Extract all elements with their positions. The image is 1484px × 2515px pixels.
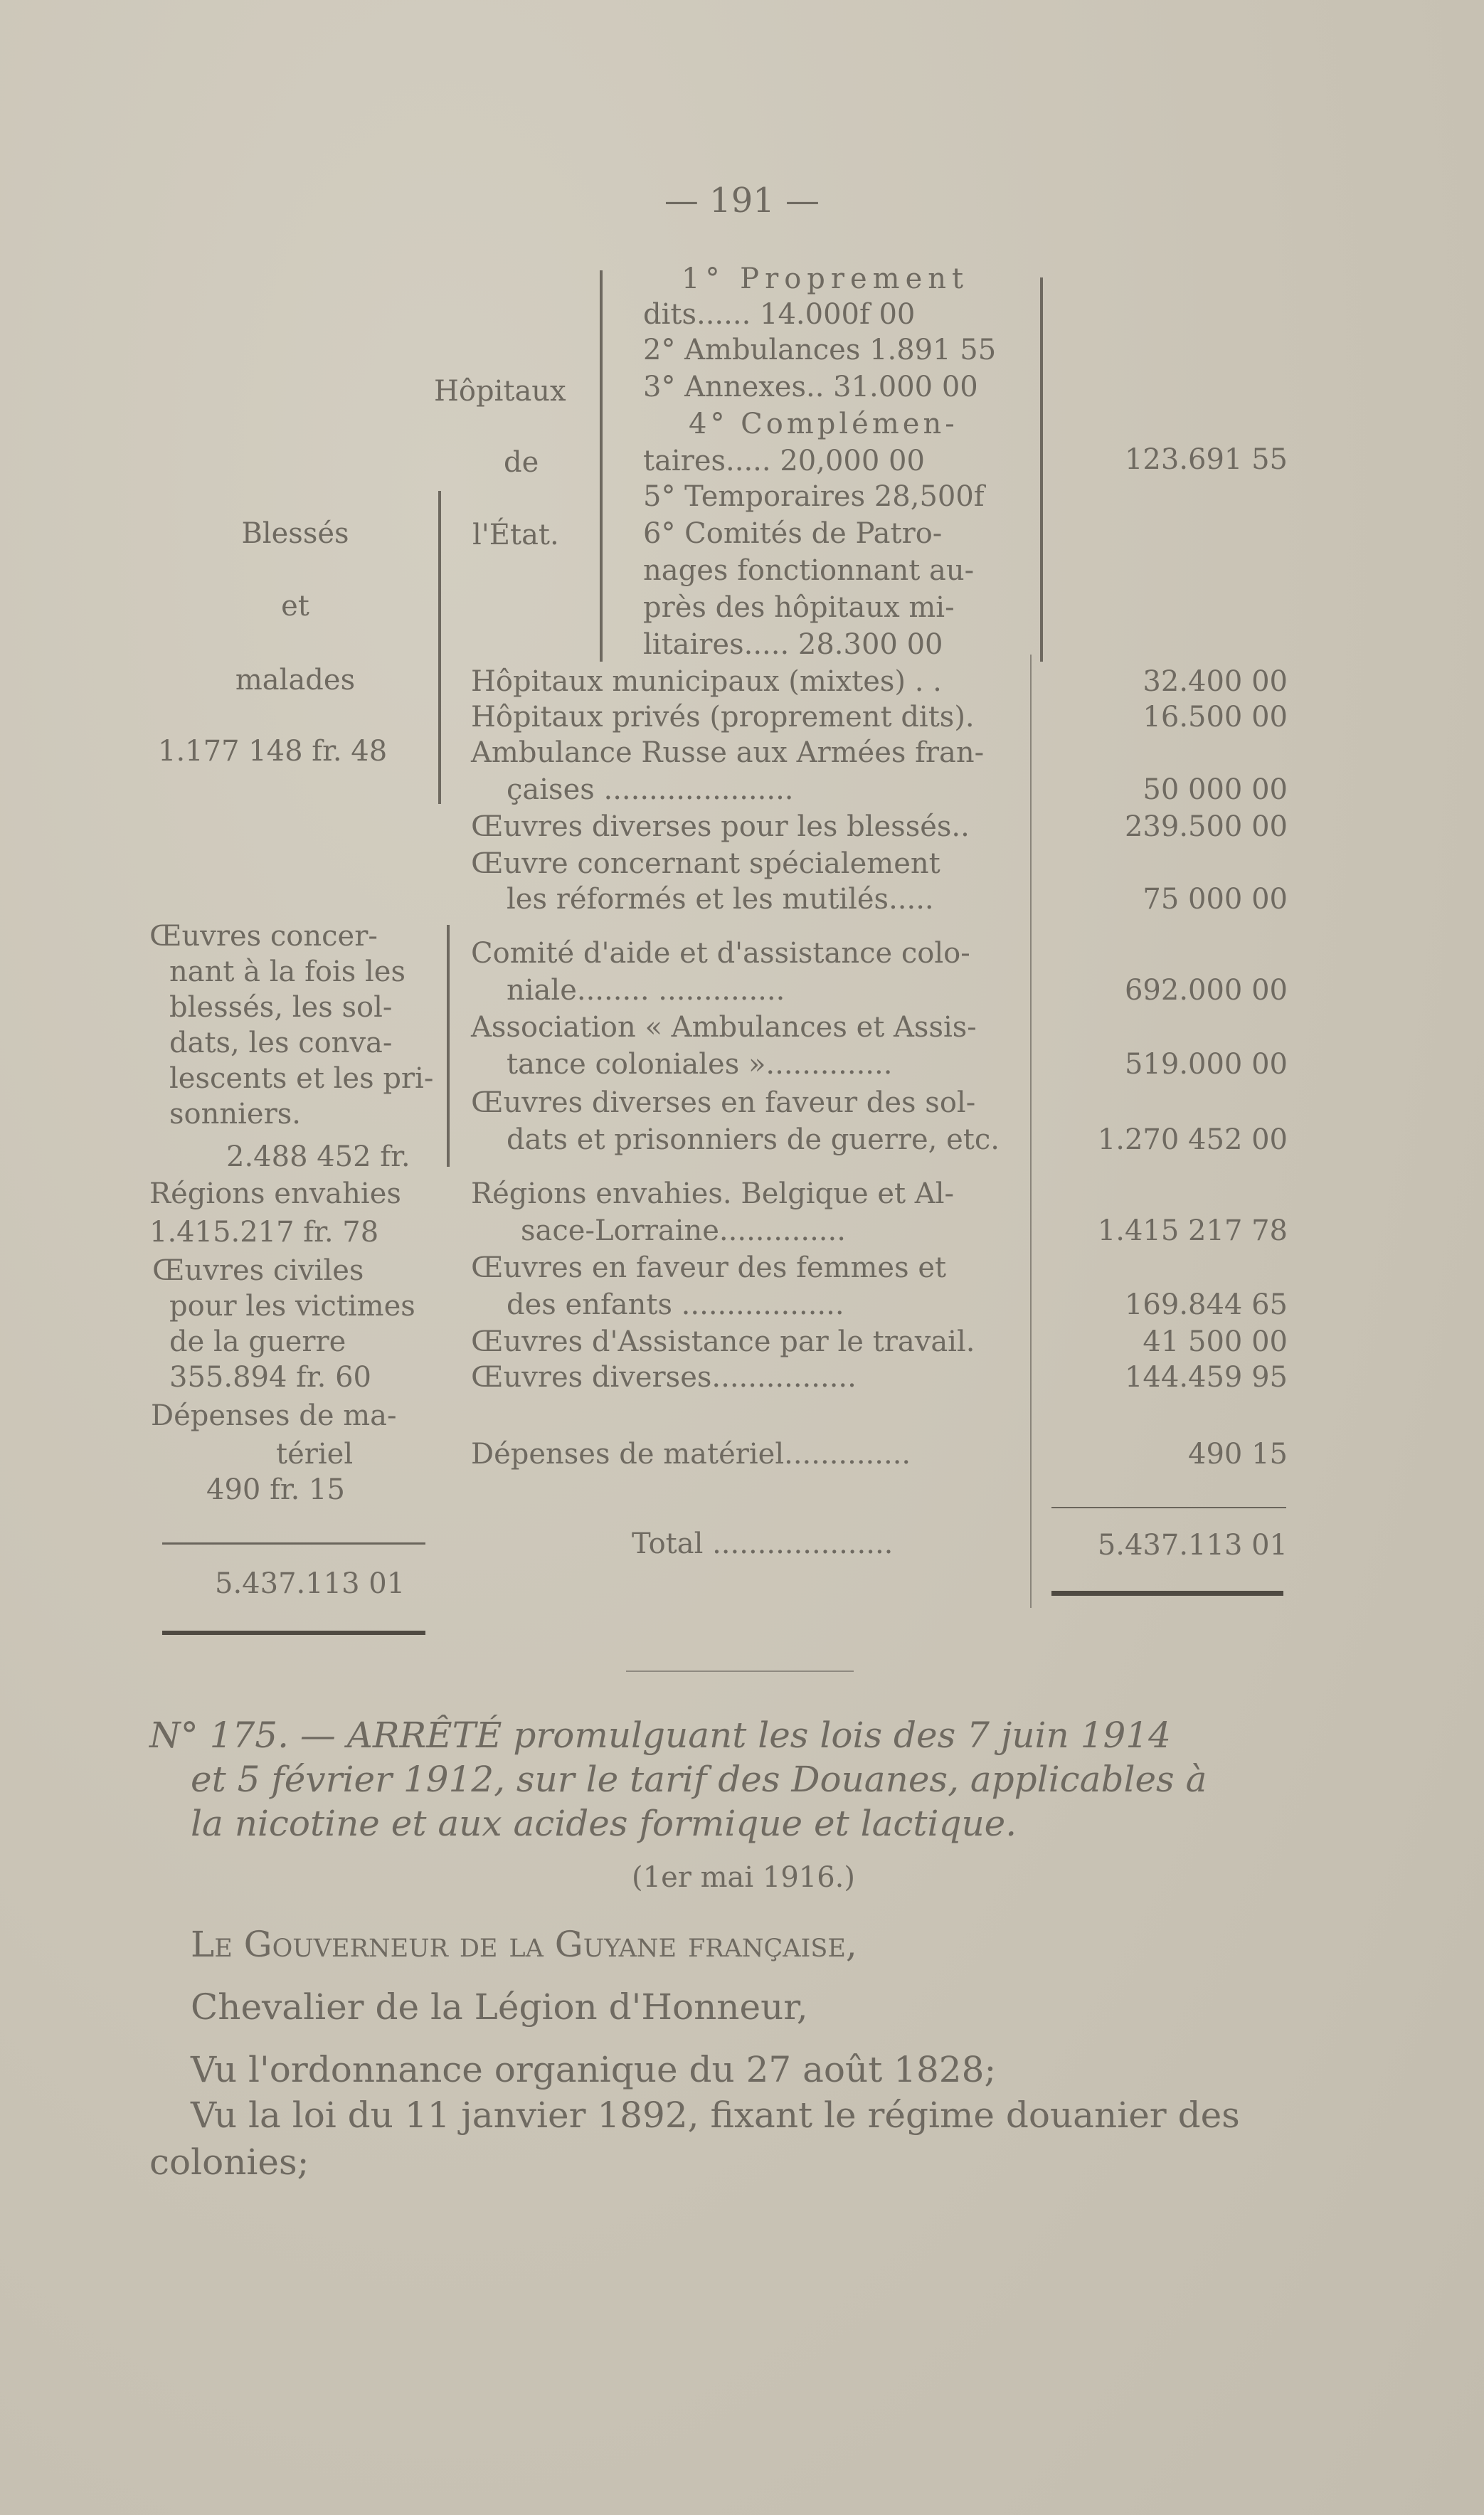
left-civiles-amount: 355.894 fr. 60 (169, 1361, 371, 1394)
left-oeuvres-label: lescents et les pri- (169, 1062, 434, 1095)
hopitaux-sub-line: nages fonctionnant au- (643, 554, 975, 587)
left-oeuvres-label: nant à la fois les (169, 955, 406, 988)
section-separator (626, 1671, 854, 1672)
middle-line: les réformés et les mutilés..... (507, 883, 934, 916)
hopitaux-sub-line: 1° Proprement (682, 263, 970, 295)
left-regions-label: Régions envahies (149, 1177, 401, 1210)
left-materiel-label: tériel (276, 1438, 354, 1471)
brace-oeuvres (447, 925, 450, 1167)
amounts-bottom-rule (1051, 1591, 1283, 1596)
decree-date: (1er mai 1916.) (632, 1861, 855, 1894)
amount: 239.500 00 (1124, 810, 1288, 843)
middle-line: Œuvre concernant spécialement (471, 847, 940, 880)
hopitaux-sub-line: litaires..... 28.300 00 (643, 628, 943, 661)
left-civiles-label: de la guerre (169, 1325, 346, 1358)
middle-line: Dépenses de matériel.............. (471, 1438, 911, 1471)
hopitaux-sub-line: 2° Ambulances 1.891 55 (643, 334, 997, 366)
amount: 1.270 452 00 (1097, 1123, 1288, 1156)
middle-line: Œuvres en faveur des femmes et (471, 1251, 947, 1284)
middle-line: Œuvres diverses................ (471, 1361, 857, 1394)
amount: 144.459 95 (1124, 1361, 1288, 1394)
hopitaux-label-line: de (504, 446, 539, 479)
column-separator (1030, 655, 1032, 1608)
amount: 490 15 (1188, 1438, 1288, 1471)
left-materiel-amount: 490 fr. 15 (206, 1473, 345, 1506)
amount: 16.500 00 (1143, 701, 1288, 734)
left-total: 5.437.113 01 (215, 1567, 406, 1600)
page-number: — 191 — (664, 181, 820, 221)
decree-title-line: la nicotine et aux acides formique et lactique. (191, 1803, 1017, 1844)
left-oeuvres-label: dats, les conva- (169, 1027, 393, 1059)
middle-line: Œuvres diverses pour les blessés.. (471, 810, 970, 843)
decree-body-line: Vu l'ordonnance organique du 27 août 1828; (191, 2049, 997, 2090)
middle-line: Œuvres diverses en faveur des sol- (471, 1086, 976, 1119)
left-civiles-label: pour les victimes (169, 1290, 415, 1323)
middle-line: çaises ..................... (507, 773, 794, 806)
middle-line: des enfants .................. (507, 1288, 844, 1321)
middle-line: Association « Ambulances et Assis- (471, 1011, 977, 1044)
amount: 50 000 00 (1143, 773, 1288, 806)
middle-line: niale........ .............. (507, 974, 785, 1007)
left-oeuvres-amount: 2.488 452 fr. (226, 1140, 410, 1173)
amount-total: 5.437.113 01 (1097, 1529, 1288, 1562)
amount: 169.844 65 (1124, 1288, 1288, 1321)
left-regions-amount: 1.415.217 fr. 78 (149, 1216, 379, 1249)
amount: 41 500 00 (1143, 1325, 1288, 1358)
left-blesses-amount: 1.177 148 fr. 48 (158, 735, 388, 768)
amounts-sum-rule (1051, 1507, 1286, 1508)
hopitaux-sub-line: 6° Comités de Patro- (643, 517, 943, 550)
amount: 692.000 00 (1124, 974, 1288, 1007)
middle-line: Hôpitaux privés (proprement dits). (471, 701, 975, 734)
left-blesses-label: malades (235, 664, 356, 697)
middle-line: sace-Lorraine.............. (521, 1214, 846, 1247)
middle-line: Ambulance Russe aux Armées fran- (471, 736, 985, 769)
hopitaux-sub-line: 3° Annexes.. 31.000 00 (643, 371, 978, 403)
hopitaux-sub-line: près des hôpitaux mi- (643, 591, 955, 624)
middle-line: Comité d'aide et d'assistance colo- (471, 937, 970, 970)
hopitaux-sub-line: dits...... 14.000f 00 (643, 298, 916, 331)
middle-line: Régions envahies. Belgique et Al- (471, 1177, 955, 1210)
decree-body-line: Chevalier de la Légion d'Honneur, (191, 1986, 808, 2028)
amount: 1.415 217 78 (1097, 1214, 1288, 1247)
hopitaux-label-line: Hôpitaux (434, 375, 566, 408)
middle-total-label: Total .................... (632, 1527, 894, 1560)
decree-title-line: N° 175. — ARRÊTÉ promulguant les lois des 7 juin 1914 (149, 1715, 1171, 1756)
hopitaux-label-line: l'État. (472, 519, 559, 551)
hopitaux-sub-line: taires..... 20,000 00 (643, 445, 925, 477)
brace-blesses (438, 491, 441, 804)
left-oeuvres-label: Œuvres concer- (149, 920, 378, 953)
middle-line: tance coloniales ».............. (507, 1048, 893, 1081)
decree-body-line: colonies; (149, 2141, 309, 2183)
left-civiles-label: Œuvres civiles (152, 1254, 364, 1287)
left-total-rule (162, 1542, 425, 1545)
decree-body-line: Le Gouverneur de la Guyane française, (191, 1924, 857, 1965)
left-bottom-rule (162, 1631, 425, 1635)
left-oeuvres-label: blessés, les sol- (169, 991, 393, 1024)
left-oeuvres-label: sonniers. (169, 1098, 301, 1131)
amount: 75 000 00 (1143, 883, 1288, 916)
middle-line: dats et prisonniers de guerre, etc. (507, 1123, 1000, 1156)
amount: 519.000 00 (1124, 1048, 1288, 1081)
middle-line: Hôpitaux municipaux (mixtes) . . (471, 665, 942, 698)
decree-body-line: Vu la loi du 11 janvier 1892, fixant le régime douanier des (191, 2095, 1240, 2136)
left-blesses-label: Blessés (241, 517, 349, 550)
hopitaux-sub-line: 4° Complémen- (689, 408, 958, 440)
amount: 32.400 00 (1143, 665, 1288, 698)
left-blesses-label: et (281, 590, 309, 623)
middle-line: Œuvres d'Assistance par le travail. (471, 1325, 975, 1358)
hopitaux-sub-line: 5° Temporaires 28,500f (643, 480, 985, 513)
brace-hopitaux (600, 270, 603, 662)
amount: 123.691 55 (1124, 443, 1288, 476)
brace-hopitaux-sub (1040, 277, 1043, 662)
decree-title-line: et 5 février 1912, sur le tarif des Douanes, applicables à (191, 1759, 1207, 1800)
left-materiel-label: Dépenses de ma- (151, 1399, 397, 1432)
